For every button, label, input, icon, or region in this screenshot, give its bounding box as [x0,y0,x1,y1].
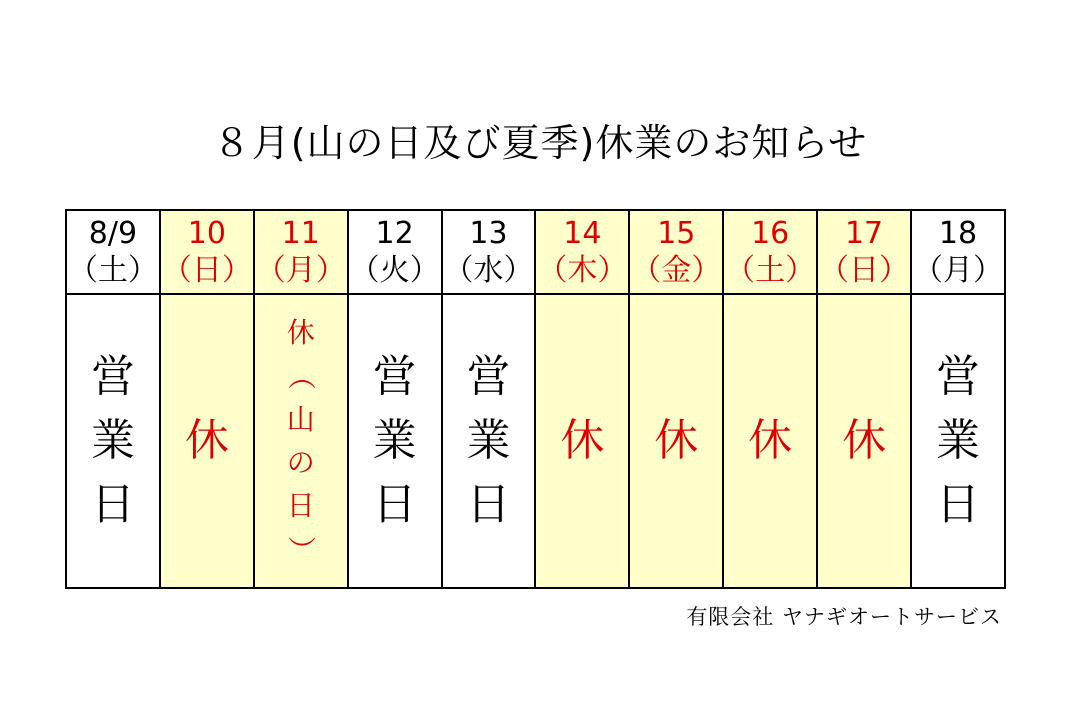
status-char: の [286,446,315,479]
day-status [654,409,698,473]
day-status [284,311,318,571]
day-weekday: （土） [67,253,158,288]
status-char: 営 [372,351,417,403]
day-date: 12 [375,215,414,251]
day-header [348,210,442,294]
date-header-row [66,210,1005,294]
status-char: 休 [184,415,229,467]
day-status [467,345,511,536]
day-date: 14 [563,215,602,251]
day-header [911,210,1005,294]
closed-day-cell [535,294,629,588]
day-status [91,345,135,536]
status-char: 営 [936,351,980,403]
business-day-cell [348,294,442,588]
status-char: 業 [372,415,417,467]
page-title: ８月(山の日及び夏季)休業のお知らせ [212,121,868,165]
status-char: 日 [936,478,980,530]
status-char: ） [284,535,318,564]
status-char: 日 [90,478,135,530]
status-char: 営 [90,351,135,403]
day-status [373,345,417,536]
status-char: 業 [466,415,511,467]
day-date: 16 [751,215,790,251]
closed-day-cell [160,294,254,588]
day-header [160,210,254,294]
status-char: 日 [286,489,315,523]
day-weekday: （火） [349,253,440,288]
business-day-cell [66,294,160,588]
day-header [629,210,723,294]
status-char: 休 [654,415,699,467]
day-header [66,210,160,294]
closed-day-cell [629,294,723,588]
day-status [748,409,792,473]
status-char: 業 [90,415,135,467]
status-char: 日 [372,478,417,530]
day-header [442,210,536,294]
business-day-cell [911,294,1005,588]
day-status [560,409,604,473]
status-char: 休 [560,415,605,467]
closed-day-cell [254,294,348,588]
day-header [254,210,348,294]
day-date: 11 [281,215,320,251]
schedule-table [65,209,1006,589]
day-status [185,409,229,473]
day-weekday: （月） [255,253,346,288]
day-weekday: （月） [913,253,1003,288]
status-char: 休 [748,415,793,467]
day-date: 17 [844,215,884,251]
status-char: 休 [842,415,887,467]
day-status [842,409,886,473]
status-char: 日 [466,478,511,530]
day-weekday: （日） [161,253,252,288]
closed-day-cell [817,294,911,588]
day-date: 13 [469,215,508,251]
closed-day-cell [723,294,817,588]
day-weekday: （土） [725,253,816,288]
day-status [936,345,980,536]
status-char: （ [284,361,318,390]
company-name: 有限会社 ヤナギオートサービス [686,605,1002,629]
day-date: 8/9 [88,215,138,251]
day-header [817,210,911,294]
day-weekday: （水） [443,253,534,288]
status-row [66,294,1005,588]
day-date: 18 [938,215,978,251]
status-char: 業 [936,415,980,467]
day-weekday: （木） [537,253,628,288]
status-char: 営 [466,351,511,403]
status-char: 山 [286,402,315,436]
business-day-cell [442,294,536,588]
day-date: 10 [187,215,226,251]
day-header [723,210,817,294]
day-weekday: （日） [819,253,910,288]
day-header [535,210,629,294]
day-weekday: （金） [631,253,722,288]
day-date: 15 [657,215,696,251]
status-char: 休 [286,315,315,349]
